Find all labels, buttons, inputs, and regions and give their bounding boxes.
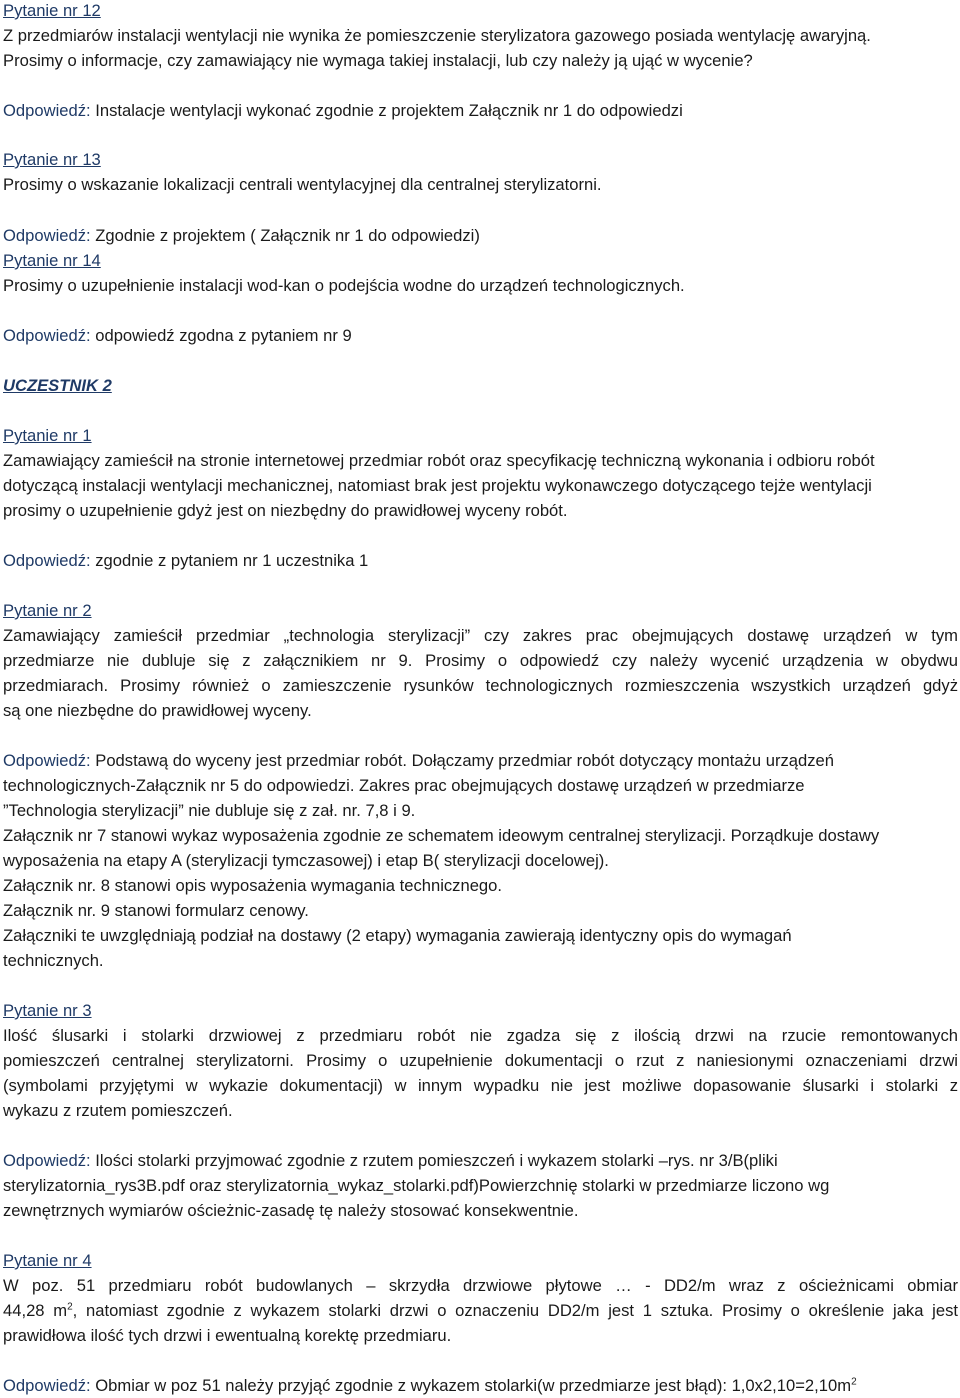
question-text-line: 44,28 $m^2$, natomiast zgodnie z wykazem stolarki drzwi o oznaczeniu DD2/m jest 1 sztuka. Prosimy o określenie jaka jest xyxy=(3,1301,959,1320)
answer-text-line: wyposażenia na etapy A (sterylizacji tymczasowej) i etap B( sterylizacji docelowej). xyxy=(3,851,609,870)
answer-text-line: Załącznik nr. 9 stanowi formularz cenowy. xyxy=(3,901,309,920)
question-text-line: Zamawiający zamieścił na stronie internetowej przedmiar robót oraz specyfikację techniczną wykonania i odbioru robót xyxy=(3,451,875,470)
answer-text-line: technicznych. xyxy=(3,951,104,970)
question-text-line: prawidłowa ilość tych drzwi i ewentualną korektę przedmiaru. xyxy=(3,1326,452,1345)
question-text-line: Prosimy o wskazanie lokalizacji centrali wentylacyjnej dla centralnej sterylizatorni. xyxy=(3,175,602,194)
answer-text-line: Załącznik nr 7 stanowi wykaz wyposażenia zgodnie ze schematem ideowym centralnej sterylizacji. Porządkuje dostawy xyxy=(3,826,880,845)
question-text-line: przedmiarach. Prosimy również o zamieszczenie rysunków technologicznych rozmieszczenia wszystkich urządzeń gdyż xyxy=(3,676,958,695)
question-heading: Pytanie nr 4 xyxy=(3,1251,92,1270)
question-text-line: Prosimy o informacje, czy zamawiający nie wymaga takiej instalacji, lub czy należy ją ująć w wycenie? xyxy=(3,51,753,70)
question-2 xyxy=(3,598,958,723)
question-3 xyxy=(3,998,958,1123)
answer-2 xyxy=(3,748,958,973)
question-heading: Pytanie nr 2 xyxy=(3,601,92,620)
question-text-line: W poz. 51 przedmiaru robót budowlanych – skrzydła drzwiowe płytowe … - DD2/m wraz z ościeżnicami obmiar xyxy=(3,1276,958,1295)
answer-12 xyxy=(3,98,958,123)
question-text-line: dotyczącą instalacji wentylacji mechanicznej, natomiast brak jest projektu wykonawczego dotyczącego tejże wentylacji xyxy=(3,476,872,495)
question-text-line: Ilość ślusarki i stolarki drzwiowej z przedmiaru robót nie zgadza się z ilością drzwi na rzucie remontowanych xyxy=(3,1026,958,1045)
answer-text-line: Załączniki te uwzględniają podział na dostawy (2 etapy) wymagania zawierają identyczny opis do wymagań xyxy=(3,926,792,945)
question-14 xyxy=(3,248,958,298)
question-4 xyxy=(3,1248,958,1348)
answer-3 xyxy=(3,1148,958,1223)
question-heading: Pytanie nr 3 xyxy=(3,1001,92,1020)
answer-text: Ilości stolarki przyjmować zgodnie z rzutem pomieszczeń i wykazem stolarki –rys. nr 3/B(pliki xyxy=(90,1151,778,1170)
question-text-line: są one niezbędne do prawidłowej wyceny. xyxy=(3,701,312,720)
question-text-line: przedmiarze nie dubluje się z załącznikiem nr 9. Prosimy o odpowiedź czy należy wycenić urządzenia w obydwu xyxy=(3,651,958,670)
answer-text-line: technologicznych-Załącznik nr 5 do odpowiedzi. Zakres prac obejmujących dostawę urządzeń w przedmiarze xyxy=(3,776,805,795)
question-text-line: (symbolami przyjętymi w wykazie dokumentacji) w innym wypadku nie jest możliwe dopasowanie ślusarki i stolarki z xyxy=(3,1076,958,1095)
answer-label: Odpowiedź: xyxy=(3,326,91,345)
answer-label: Odpowiedź: xyxy=(3,751,91,770)
answer-label: Odpowiedź: xyxy=(3,101,91,120)
answer-14 xyxy=(3,323,958,348)
answer-text-line: sterylizatornia_rys3B.pdf oraz sterylizatornia_wykaz_stolarki.pdf)Powierzchnię stolarki w przedmiarze liczono wg xyxy=(3,1176,830,1195)
question-heading: Pytanie nr 14 xyxy=(3,251,101,270)
question-text-line: Prosimy o uzupełnienie instalacji wod-kan o podejścia wodne do urządzeń technologicznych. xyxy=(3,276,685,295)
answer-text: Podstawą do wyceny jest przedmiar robót. Dołączamy przedmiar robót dotyczący montażu urządzeń xyxy=(90,751,835,770)
question-text-line: Zamawiający zamieścił przedmiar „technologia sterylizacji” czy zakres prac obejmujących dostawę urządzeń w tym xyxy=(3,626,958,645)
answer-text-line: ”Technologia sterylizacji” nie dubluje się z zał. nr. 7,8 i 9. xyxy=(3,801,416,820)
section-heading: UCZESTNIK 2 xyxy=(3,376,112,395)
answer-label: Odpowiedź: xyxy=(3,1376,91,1395)
question-heading: Pytanie nr 13 xyxy=(3,150,101,169)
answer-label: Odpowiedź: xyxy=(3,551,91,570)
question-heading: Pytanie nr 12 xyxy=(3,1,101,20)
answer-text: Instalacje wentylacji wykonać zgodnie z projektem Załącznik nr 1 do odpowiedzi xyxy=(90,101,683,120)
answer-text-line: zewnętrznych wymiarów ościeżnic-zasadę tę należy stosować konsekwentnie. xyxy=(3,1201,579,1220)
answer-label: Odpowiedź: xyxy=(3,226,91,245)
answer-13 xyxy=(3,223,958,248)
question-12 xyxy=(3,0,958,73)
answer-text: zgodnie z pytaniem nr 1 uczestnika 1 xyxy=(90,551,369,570)
question-text-line: pomieszczeń centralnej sterylizatorni. Prosimy o uzupełnienie dokumentacji o rzut z naniesionymi oznaczeniami drzwi xyxy=(3,1051,958,1070)
answer-text: odpowiedź zgodna z pytaniem nr 9 xyxy=(90,326,352,345)
answer-text-line: Załącznik nr. 8 stanowi opis wyposażenia wymagania technicznego. xyxy=(3,876,503,895)
question-13 xyxy=(3,147,958,197)
answer-text: Zgodnie z projektem ( Załącznik nr 1 do odpowiedzi) xyxy=(90,226,480,245)
question-text-line: Z przedmiarów instalacji wentylacji nie wynika że pomieszczenie sterylizatora gazowego posiada wentylację awaryjną. xyxy=(3,26,871,45)
question-1 xyxy=(3,423,958,523)
question-text-line: wykazu z rzutem pomieszczeń. xyxy=(3,1101,233,1120)
answer-1 xyxy=(3,548,958,573)
answer-text: Obmiar w poz 51 należy przyjąć zgodnie z wykazem stolarki(w przedmiarze jest błąd): 1,0x2,10=2,10m xyxy=(90,1376,852,1395)
answer-label: Odpowiedź: xyxy=(3,1151,91,1170)
answer-4: Odpowiedź: Obmiar w poz 51 należy przyjąć zgodnie z wykazem stolarki(w przedmiarze jest błąd): $1,0x2,10=2,10m^2$ xyxy=(3,1376,857,1395)
question-text-line: prosimy o uzupełnienie gdyż jest on niezbędny do prawidłowej wyceny robót. xyxy=(3,501,568,520)
question-heading: Pytanie nr 1 xyxy=(3,426,92,445)
